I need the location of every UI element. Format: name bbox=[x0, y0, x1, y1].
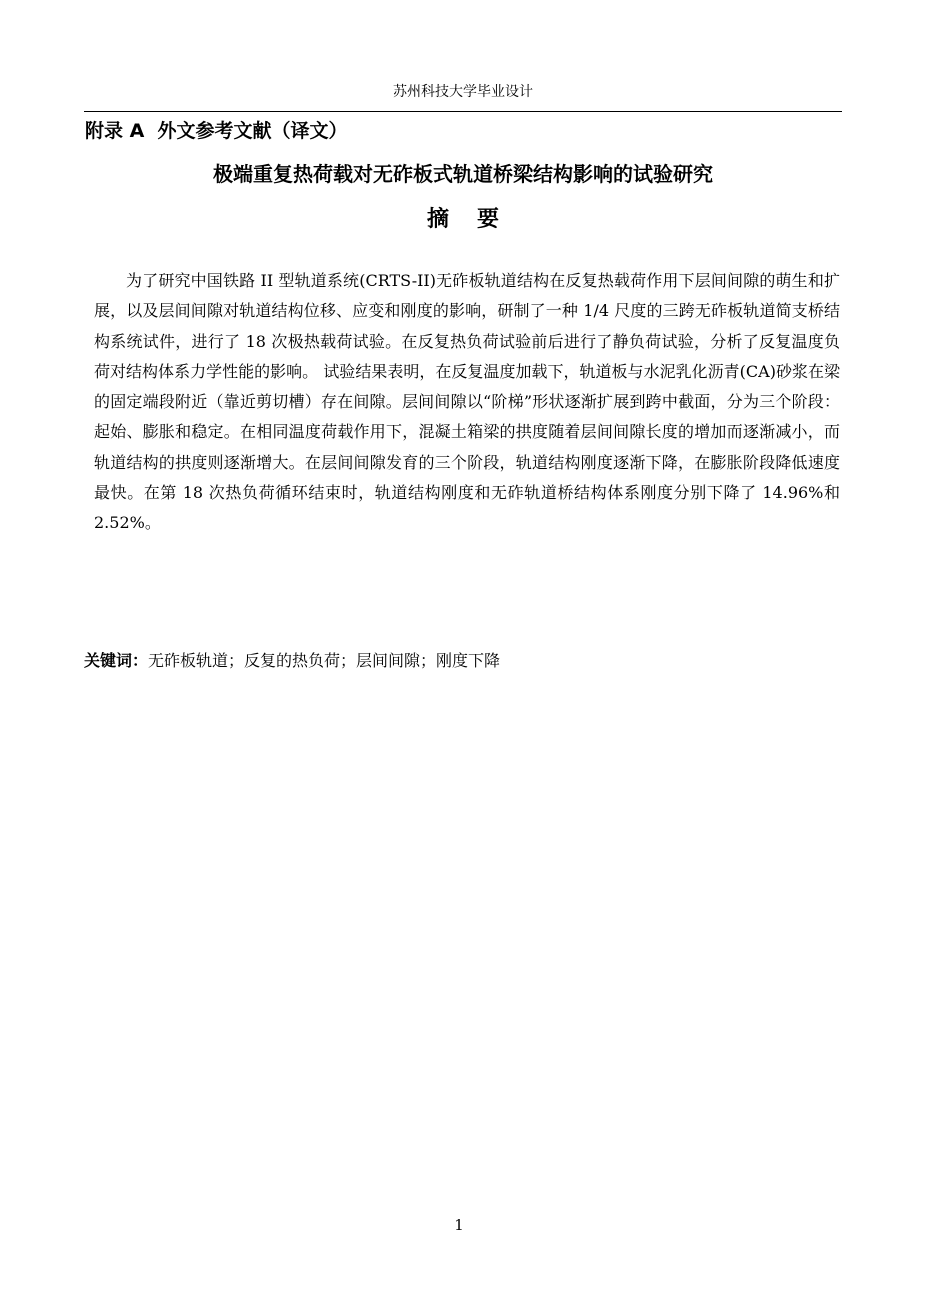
abstract-heading: 摘要 bbox=[426, 207, 527, 232]
abstract-body: 为了研究中国铁路 II 型轨道系统(CRTS-II)无砟板轨道结构在反复热载荷作用下层间间隙的萌生和扩展，以及层间间隙对轨道结构位移、应变和刚度的影响，研制了一种 1/4 尺度的三跨无砟板轨道简支桥结构系统试件，进行了 18 次极热载荷试验。在反复热负荷试验前后进行了静负荷试验，分析了反复温度负荷对结构体系力学性能的影响。 试验结果表明，在反复温度加载下，轨道板与水泥乳化沥青(CA)砂浆在梁的固定端段附近（靠近剪切槽）存在间隙。层间间隙以“阶梯”形状逐渐扩展到跨中截面，分为三个阶段：起始、膨胀和稳定。在相同温度荷载作用下，混凝土箱梁的拱度随着层间间隙长度的增加而逐渐减小，而轨道结构的拱度则逐渐增大。在层间间隙发育的三个阶段，轨道结构刚度逐渐下降，在膨胀阶段降低速度最快。在第 18 次热负荷循环结束时，轨道结构刚度和无砟轨道桥结构体系刚度分别下降了 14.96%和 2.52%。 bbox=[94, 271, 840, 533]
keywords bbox=[84, 650, 840, 672]
appendix-heading: 附录 A 外文参考文献（译文） bbox=[85, 120, 348, 142]
running-header: 苏州科技大学毕业设计 bbox=[393, 84, 533, 100]
page-number: 1 bbox=[454, 1216, 464, 1234]
header-rule bbox=[84, 111, 842, 112]
keywords-text: 无砟板轨道；反复的热负荷；层间间隙；刚度下降 bbox=[148, 651, 501, 670]
keywords-label: 关键词： bbox=[84, 651, 149, 670]
paper-title: 极端重复热荷载对无砟板式轨道桥梁结构影响的试验研究 bbox=[213, 162, 713, 186]
